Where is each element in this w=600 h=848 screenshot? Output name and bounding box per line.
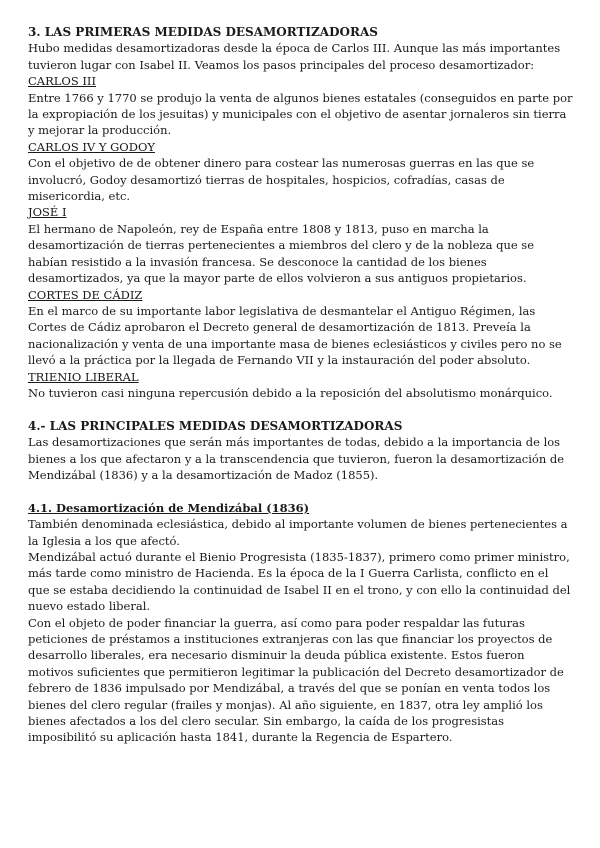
subsection-paragraph: Mendizábal actuó durante el Bienio Progresista (1835-1837), primero como primer ministro, más tarde como ministro de Hacienda. Es la época de la I Guerra Carlista, conflicto en el que se estaba decidiendo la continuidad de Isabel II en el trono, y con ello la continuidad del nuevo estado liberal. xyxy=(28,549,571,614)
heading-trienio-liberal: TRIENIO LIBERAL xyxy=(28,369,139,384)
text-cortes-cadiz: En el marco de su importante labor legislativa de desmantelar el Antiguo Régimen, las Cortes de Cádiz aprobaron el Decreto general de desamortización de 1813. Preveía la nacionalización y venta de una importante masa de bienes eclesiásticos y civiles pero no se llevó a la práctica por la llegada de Fernando VII y la instauración del poder absoluto. xyxy=(28,303,562,368)
spacer xyxy=(28,483,573,499)
spacer xyxy=(28,401,573,417)
section-3-title: 3. LAS PRIMERAS MEDIDAS DESAMORTIZADORAS xyxy=(28,25,378,39)
text-jose-i: El hermano de Napoleón, rey de España entre 1808 y 1813, puso en marcha la desamortización de tierras pertenecientes a miembros del clero y de la nobleza que se habían resistido a la invasión francesa. Se desconoce la cantidad de los bienes desamortizados, ya que la mayor parte de ellos volvieron a sus antiguos propietarios. xyxy=(28,221,535,286)
section-3-intro: Hubo medidas desamortizadoras desde la época de Carlos III. Aunque las más importantes tuvieron lugar con Isabel II. Veamos los pasos principales del proceso desamortizador: xyxy=(28,41,561,72)
heading-cortes-cadiz: CORTES DE CÁDIZ xyxy=(28,287,143,302)
heading-jose-i: JOSÉ I xyxy=(28,205,67,220)
document-page xyxy=(28,24,573,746)
text-carlos-iv-godoy: Con el objetivo de de obtener dinero para costear las numerosas guerras en las que se involucró, Godoy desamortizó tierras de hospitales, hospicios, cofradías, casas de misericordia, etc. xyxy=(28,156,535,204)
section-4-intro: Las desamortizaciones que serán más importantes de todas, debido a la importancia de los bienes a los que afectaron y a la transcendencia que tuvieron, fueron la desamortización de Mendizábal (1836) y a la desamortización de Madoz (1855). xyxy=(28,435,565,482)
heading-carlos-iv-godoy: CARLOS IV Y GODOY xyxy=(28,139,155,154)
section-4-title: 4.- LAS PRINCIPALES MEDIDAS DESAMORTIZADORAS xyxy=(28,418,403,433)
text-trienio-liberal: No tuvieron casi ninguna repercusión debido a la reposición del absolutismo monárquico. xyxy=(28,385,553,400)
subsection-paragraph: También denominada eclesiástica, debido al importante volumen de bienes pertenecientes a la Iglesia a los que afectó. xyxy=(28,517,568,548)
subsection-paragraph: Con el objeto de poder financiar la guerra, así como para poder respaldar las futuras peticiones de préstamos a instituciones extranjeras con las que financiar los proyectos de desarrollo liberales, era necesario disminuir la deuda pública existente. Estos fueron motivos suficientes que permitieron legitimar la publicación del Decreto desamortizador de febrero de 1836 impulsado por Mendizábal, a través del que se ponían en venta todos los bienes del clero regular (frailes y monjas). Al año siguiente, en 1837, otra ley amplió los bienes afectados a los del clero secular. Sin embargo, la caída de los progresistas imposibilitó su aplicación hasta 1841, durante la Regencia de Espartero. xyxy=(28,615,564,745)
text-carlos-iii: Entre 1766 y 1770 se produjo la venta de algunos bienes estatales (conseguidos en parte por la expropiación de los jesuitas) y municipales con el objetivo de asentar jornaleros sin tierra y mejorar la producción. xyxy=(28,90,573,138)
heading-carlos-iii: CARLOS III xyxy=(28,74,96,89)
subsection-4-1-title: 4.1. Desamortización de Mendizábal (1836) xyxy=(28,500,310,515)
